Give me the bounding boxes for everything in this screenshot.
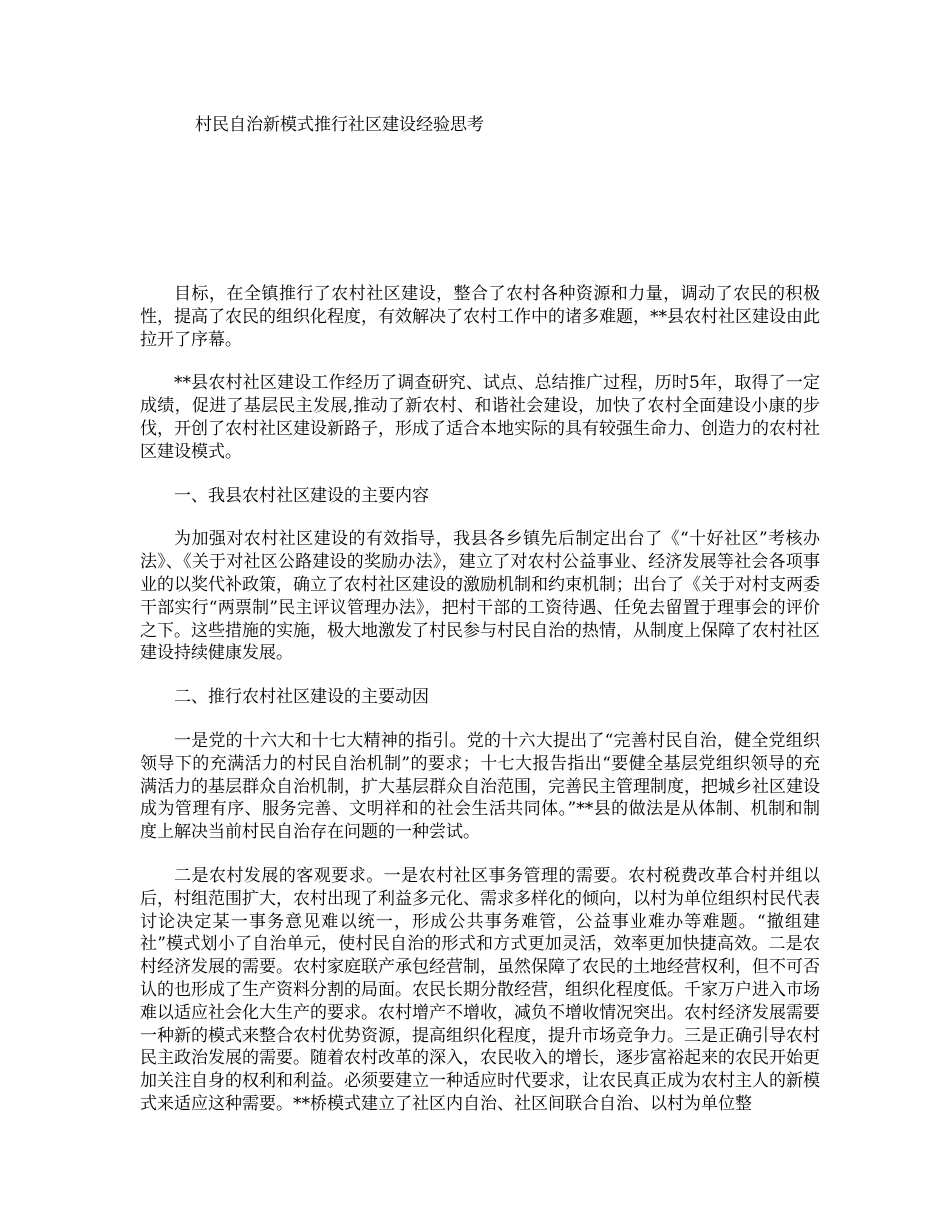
paragraph-main-content: 为加强对农村社区建设的有效指导，我县各乡镇先后制定出台了《“十好社区”考核办法》、《关于对社区公路建设的奖励办法》，建立了对农村公益事业、经济发展等社会各项事业的以奖代补政策，确立了农村社区建设的激励机制和约束机制；出台了《关于对村支两委干部实行“两票制”民主评议管理办法》，把村干部的工资待遇、任免去留置于理事会的评价之下。这些措施的实施，极大地激发了村民参与村民自治的热情，从制度上保障了农村社区建设持续健康发展。 (140, 529, 820, 664)
paragraph-motivation-2: 二是农村发展的客观要求。一是农村社区事务管理的需要。农村税费改革合村并组以后，村组范围扩大，农村出现了利益多元化、需求多样化的倾向，以村为单位组织村民代表讨论决定某一事务意见难以统一，形成公共事务难管，公益事业难办等难题。“撤组建社”模式划小了自治单元，使村民自治的形式和方式更加灵活，效率更加快捷高效。二是农村经济发展的需要。农村家庭联产承包经营制，虽然保障了农民的土地经营权利，但不可否认的也形成了生产资料分割的局面。农民长期分散经营，组织化程度低。千家万户进入市场难以适应社会化大生产的要求。农村增产不增收，减负不增收情况突出。农村经济发展需要一种新的模式来整合农村优势资源，提高组织化程度，提升市场竞争力。三是正确引导农村民主政治发展的需要。随着农村改革的深入，农民收入的增长，逐步富裕起来的农民开始更加关注自身的权利和利益。必须要建立一种适应时代要求，让农民真正成为农村主人的新模式来适应这种需要。**桥模式建立了社区内自治、社区间联合自治、以村为单位整 (140, 865, 820, 1114)
paragraph-motivation-1: 一是党的十六大和十七大精神的指引。党的十六大提出了“完善村民自治，健全党组织领导下的充满活力的村民自治机制”的要求；十七大报告指出“要健全基层党组织领导的充满活力的基层群众自治机制，扩大基层群众自治范围，完善民主管理制度，把城乡社区建设成为管理有序、服务完善、文明祥和的社会生活共同体。”**县的做法是从体制、机制和制度上解决当前村民自治存在问题的一种尝试。 (140, 730, 820, 843)
paragraph-overview: **县农村社区建设工作经历了调查研究、试点、总结推广过程，历时5年，取得了一定成绩，促进了基层民主发展,推动了新农村、和谐社会建设，加快了农村全面建设小康的步伐，开创了农村社区建设新路子，形成了适合本地实际的具有较强生命力、创造力的农村社区建设模式。 (140, 373, 820, 462)
section-heading-main-content: 一、我县农村社区建设的主要内容 (174, 485, 429, 506)
document-body (140, 283, 820, 1137)
paragraph-intro: 目标，在全镇推行了农村社区建设，整合了农村各种资源和力量，调动了农民的积极性，提高了农民的组织化程度，有效解决了农村工作中的诸多难题，**县农村社区建设由此拉开了序幕。 (140, 284, 820, 350)
document-title: 村民自治新模式推行社区建设经验思考 (195, 115, 484, 135)
section-heading-motivation: 二、推行农村社区建设的主要动因 (174, 687, 429, 708)
